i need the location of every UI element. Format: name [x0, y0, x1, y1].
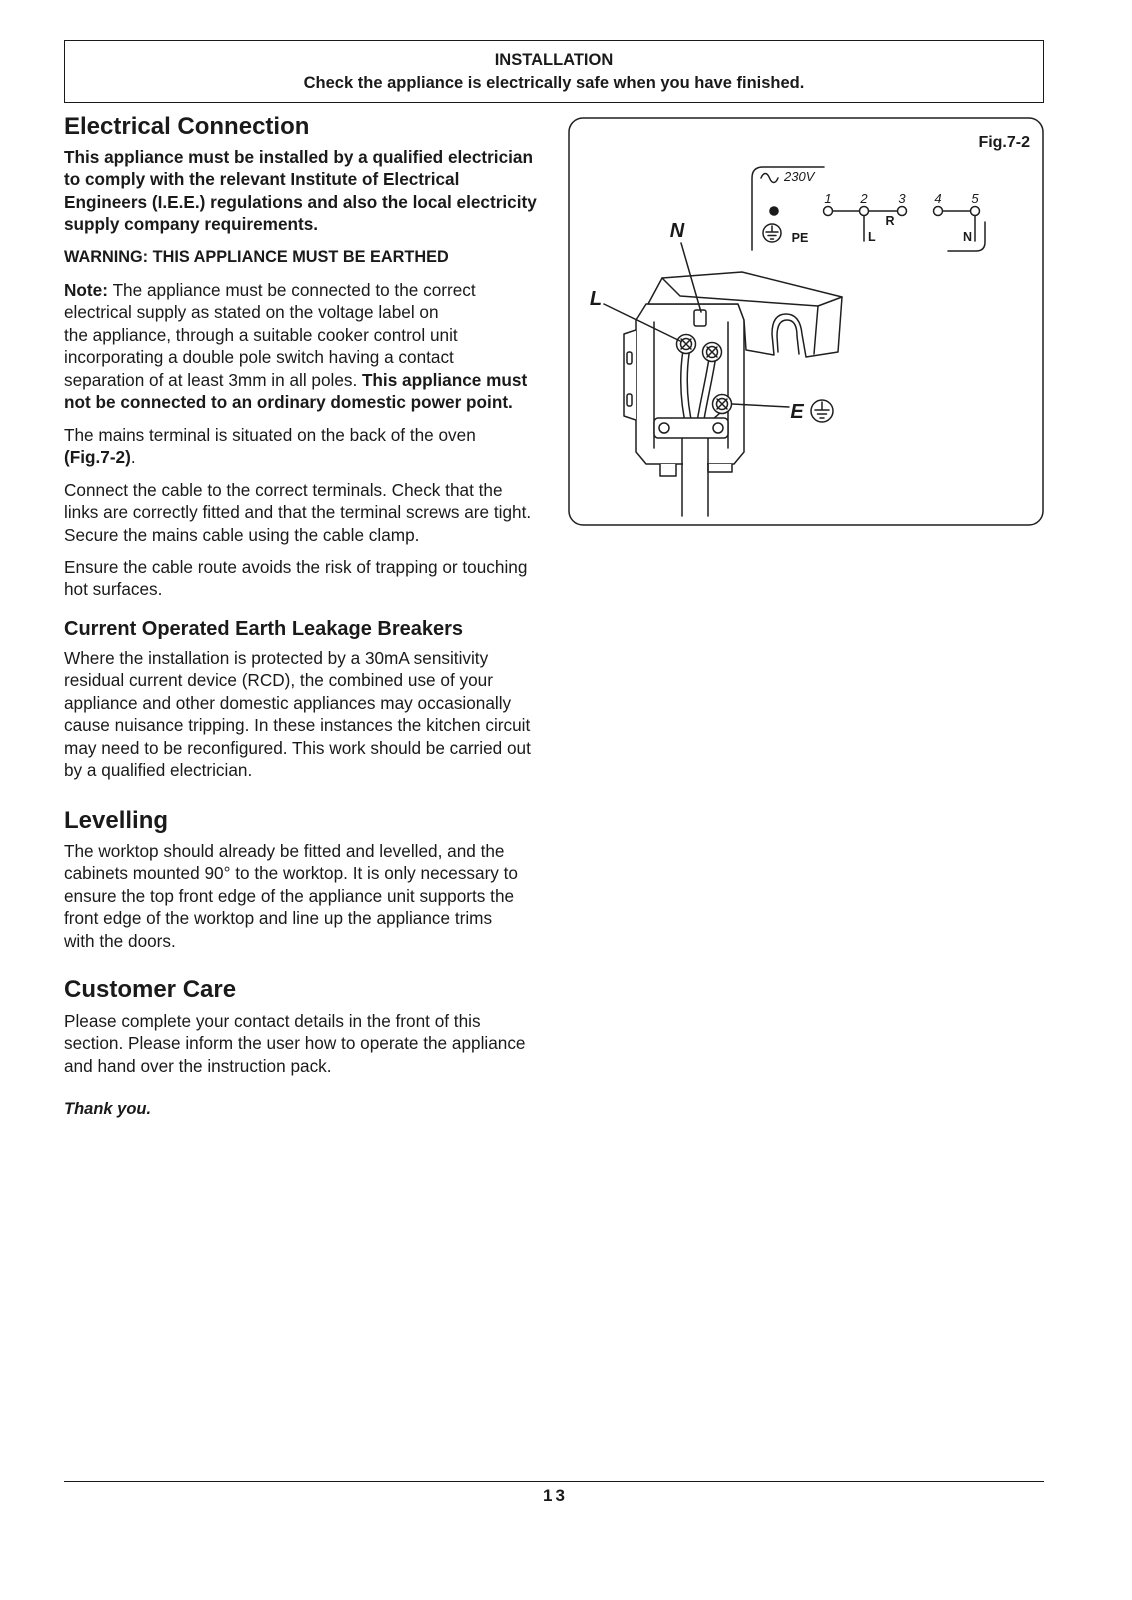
earth-icon-symbol — [766, 226, 778, 239]
earthing-warning: WARNING: THIS APPLIANCE MUST BE EARTHED — [64, 248, 449, 266]
text-line: with the doors. — [64, 930, 176, 951]
text-line: the appliance, through a suitable cooker control unit — [64, 324, 458, 345]
label-pe: PE — [791, 231, 809, 245]
note-text: separation of at least 3mm in all poles. — [64, 369, 358, 390]
text-line: Secure the mains cable using the cable clamp. — [64, 524, 420, 545]
page-number: 13 — [543, 1486, 568, 1505]
terminal-number: 4 — [934, 191, 942, 206]
callout-neutral: N — [669, 220, 685, 242]
body-foot — [660, 464, 676, 476]
text-line: cause nuisance tripping. In these instances the kitchen circuit — [64, 715, 531, 736]
intro-paragraph — [64, 146, 548, 236]
figure-7-2-diagram — [568, 117, 1044, 526]
terminal-point — [898, 207, 907, 216]
label-link: R — [885, 214, 895, 228]
supply-lead-lines — [864, 216, 975, 242]
note-emphasis: not be connected to an ordinary domestic power point. — [64, 391, 513, 412]
levelling-paragraph — [64, 840, 548, 952]
text-line: may need to be reconfigured. This work should be carried out — [64, 737, 531, 758]
connect-cable-paragraph — [64, 479, 548, 546]
text-line: to comply with the relevant Institute of Electrical — [64, 169, 460, 190]
earth-terminal-dot — [769, 206, 779, 216]
earth-icon-symbol — [815, 402, 829, 418]
earth-icon — [811, 400, 833, 422]
figure-reference: (Fig.7-2) — [64, 447, 131, 468]
terminal-screw — [713, 395, 732, 414]
text-line: incorporating a double pole switch having a contact — [64, 347, 454, 368]
text-line: hot surfaces. — [64, 579, 163, 600]
text-line: Please complete your contact details in the front of this — [64, 1011, 481, 1031]
text-line — [64, 446, 548, 468]
callout-live: L — [589, 288, 603, 310]
terminal-number: 3 — [898, 191, 906, 206]
text-line — [64, 369, 548, 391]
cover-slot — [777, 320, 799, 354]
note-text: The appliance must be connected to the correct — [112, 280, 476, 300]
terminal-block-drawing — [624, 272, 842, 516]
terminal-tab — [694, 310, 706, 326]
text-line: section. Please inform the user how to operate the appliance — [64, 1033, 526, 1054]
text-line: Engineers (I.E.E.) regulations and also the local electricity — [64, 191, 537, 212]
safety-notice: Check the appliance is electrically safe when you have finished. — [303, 74, 805, 93]
text-line: Ensure the cable route avoids the risk of trapping or touching — [64, 557, 528, 577]
ac-supply-icon — [761, 174, 778, 183]
terminal-screw — [703, 343, 722, 362]
text-line: Connect the cable to the correct terminals. Check that the — [64, 480, 503, 500]
terminal-number: 2 — [860, 191, 868, 206]
sign-off: Thank you. — [64, 1100, 152, 1118]
left-column — [64, 0, 548, 1200]
text-line: electrical supply as stated on the voltage label on — [64, 302, 439, 323]
text-line: ensure the top front edge of the appliance unit supports the — [64, 885, 515, 906]
text-line: Where the installation is protected by a 30mA sensitivity — [64, 648, 489, 668]
mains-terminal-paragraph — [64, 424, 548, 469]
flange-slot — [627, 394, 632, 406]
terminal-number: 5 — [971, 191, 979, 206]
text-line: residual current device (RCD), the combined use of your — [64, 670, 493, 691]
text-line: front edge of the worktop and line up the appliance trims — [64, 908, 493, 929]
label-neutral: N — [962, 230, 972, 244]
body-foot — [708, 464, 732, 472]
heading-earth-leakage-breakers: Current Operated Earth Leakage Breakers — [64, 618, 464, 640]
flange-slot — [627, 352, 632, 364]
heading-customer-care: Customer Care — [64, 976, 237, 1003]
heading-levelling: Levelling — [64, 807, 169, 834]
text-line: appliance and other domestic appliances may occasionally — [64, 692, 512, 713]
label-live: L — [868, 230, 876, 244]
figure-label: Fig.7-2 — [978, 134, 1030, 151]
callout-earth: E — [790, 401, 804, 423]
text-line: The mains terminal is situated on the back of the oven — [64, 425, 476, 445]
text-line: cabinets mounted 90° to the worktop. It is only necessary to — [64, 863, 518, 884]
text-line — [64, 279, 548, 301]
terminal-number: 1 — [824, 191, 832, 206]
sentence-end: . — [130, 447, 136, 468]
terminal-label-panel — [752, 167, 985, 251]
figure-7-2 — [568, 117, 1044, 526]
text-line: links are correctly fitted and that the terminal screws are tight. — [64, 502, 532, 523]
terminal-point — [934, 207, 943, 216]
note-emphasis: This appliance must — [361, 369, 528, 390]
text-line: supply company requirements. — [64, 214, 319, 235]
supply-voltage: 230V — [784, 169, 815, 184]
note-paragraph — [64, 279, 548, 413]
clamp-screw — [659, 423, 669, 433]
text-line: The worktop should already be fitted and levelled, and the — [64, 841, 505, 861]
terminal-point — [971, 207, 980, 216]
earth-icon — [763, 224, 781, 242]
customer-care-paragraph — [64, 1010, 548, 1077]
terminal-screw — [677, 335, 696, 354]
text-line: by a qualified electrician. — [64, 759, 253, 780]
terminal-point — [860, 207, 869, 216]
terminal-point — [824, 207, 833, 216]
clamp-screw — [713, 423, 723, 433]
note-label: Note: — [64, 280, 108, 300]
text-line: and hand over the instruction pack. — [64, 1055, 332, 1076]
footer-rule — [64, 1481, 1044, 1482]
section-title: INSTALLATION — [494, 51, 614, 70]
mains-cable-fill — [683, 436, 707, 516]
text-line: This appliance must be installed by a qualified electrician — [64, 147, 533, 167]
cable-route-paragraph — [64, 556, 548, 601]
heading-electrical-connection: Electrical Connection — [64, 113, 310, 140]
rcd-paragraph — [64, 647, 548, 781]
